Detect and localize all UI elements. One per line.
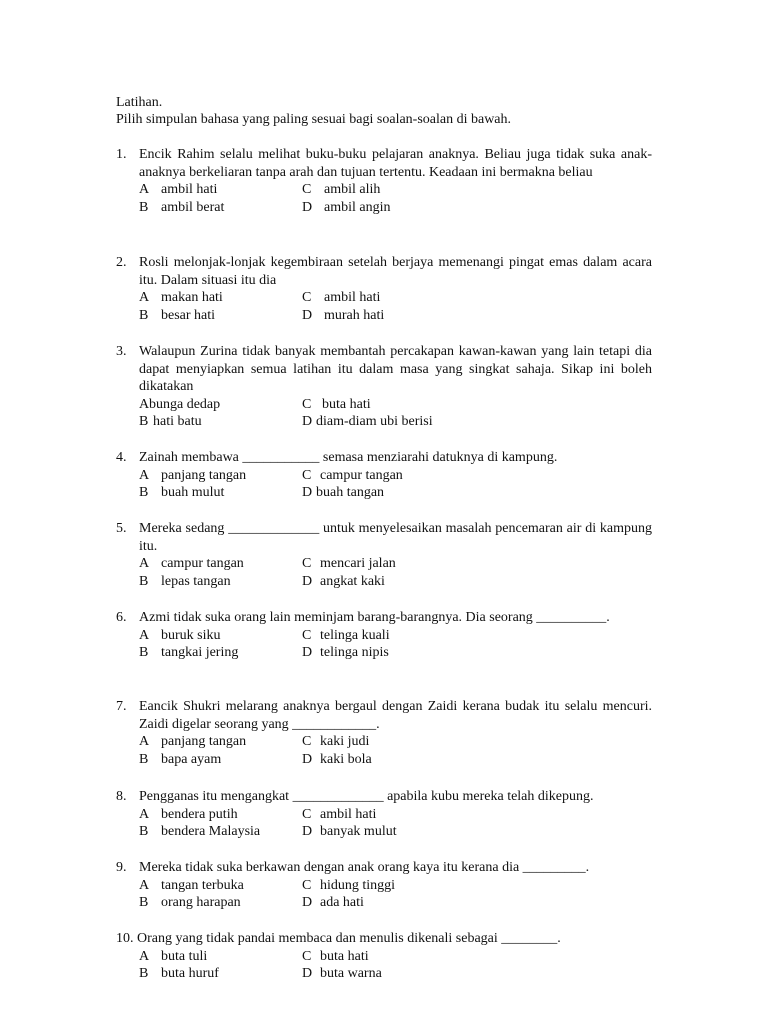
option-letter: D [302, 485, 313, 500]
option-letter: D [302, 824, 313, 839]
option-text: banyak mulut [320, 824, 397, 839]
option-text: buta hati [322, 396, 371, 412]
option-a [139, 877, 244, 895]
option-letter: A [139, 182, 150, 197]
option-letter: C [302, 627, 312, 643]
option-letter: A [139, 627, 150, 643]
option-b [139, 307, 215, 325]
option-text: buruk siku [161, 627, 221, 643]
option-text: panjang tangan [161, 467, 247, 483]
option-letter: D [302, 307, 313, 323]
question-text: Mereka tidak suka berkawan dengan anak orang kaya itu kerana dia _________. [139, 860, 590, 875]
question-number: 10. [116, 931, 134, 946]
option-text: lepas tangan [161, 573, 231, 589]
option-letter: D [302, 414, 313, 429]
option-letter: B [139, 966, 149, 981]
option-d [302, 573, 385, 591]
option-letter: C [302, 734, 312, 749]
question-text: Encik Rahim selalu melihat buku-buku pelajaran anaknya. Beliau juga tidak suka anak-anaknya berkeliaran tanpa arah dan tujuan tertentu. Keadaan ini bermakna beliau [139, 147, 652, 180]
option-text: makan hati [161, 290, 223, 305]
option-c [302, 733, 369, 751]
option-a [139, 555, 244, 573]
page-title: Latihan. [116, 95, 163, 110]
option-text: murah hati [324, 307, 385, 323]
option-a [139, 396, 220, 414]
option-c [302, 627, 390, 645]
question-3 [116, 343, 652, 431]
option-letter: B [139, 751, 149, 767]
option-d [302, 199, 391, 217]
option-letter: B [139, 485, 149, 500]
option-c [302, 877, 395, 895]
option-c [302, 948, 369, 966]
option-b [139, 484, 224, 502]
option-a [139, 948, 207, 966]
option-d [302, 823, 397, 841]
option-text: buta hati [320, 948, 369, 964]
option-letter: D [302, 573, 313, 589]
option-b [139, 965, 219, 983]
question-text [116, 930, 652, 948]
option-text: telinga kuali [320, 627, 390, 643]
question-number: 3. [116, 344, 127, 359]
question-text-body: Orang yang tidak pandai membaca dan menulis dikenali sebagai ________. [137, 931, 561, 946]
option-letter: A [139, 948, 150, 964]
question-text: Azmi tidak suka orang lain meminjam barang-barangnya. Dia seorang __________. [139, 610, 610, 625]
question-text: Pengganas itu mengangkat _____________ apabila kubu mereka telah dikepung. [139, 789, 594, 804]
option-text: bendera putih [161, 806, 238, 822]
question-5 [116, 520, 652, 590]
option-letter: C [302, 290, 312, 305]
question-6 [116, 609, 652, 662]
question-number: 2. [116, 255, 127, 270]
option-letter: A [139, 290, 150, 305]
option-b [139, 894, 241, 912]
option-text: buah mulut [161, 485, 225, 500]
option-a [139, 806, 238, 824]
option-text: buta huruf [161, 966, 219, 981]
option-text: ambil berat [161, 199, 225, 215]
question-text: Mereka sedang _____________ untuk menyelesaikan masalah pencemaran air di kampung itu. [139, 521, 652, 554]
option-text: ada hati [320, 895, 364, 910]
option-text: mencari jalan [320, 556, 396, 571]
option-text: panjang tangan [161, 734, 247, 749]
question-8 [116, 788, 652, 841]
question-text: Eancik Shukri melarang anaknya bergaul dengan Zaidi kerana budak itu selalu mencuri. Zaidi digelar seorang yang ____________. [139, 699, 652, 732]
option-letter: C [302, 467, 312, 483]
option-c [302, 396, 371, 414]
option-text: ambil hati [161, 182, 218, 197]
option-d [302, 965, 382, 983]
option-d [302, 484, 384, 502]
question-7 [116, 698, 652, 768]
option-letter: A [139, 806, 150, 822]
question-2 [116, 254, 652, 324]
question-text: Zainah membawa ___________ semasa menziarahi datuknya di kampung. [139, 450, 558, 465]
option-text: hidung tinggi [320, 877, 396, 893]
option-text: telinga nipis [320, 645, 389, 660]
option-text: campur tangan [320, 467, 403, 483]
option-letter: B [139, 573, 149, 589]
option-letter: B [139, 307, 149, 323]
question-text: Walaupun Zurina tidak banyak membantah percakapan kawan-kawan yang lain tetapi dia dapat menyiapkan semua latihan itu dalam masa yang singkat sahaja. Sikap ini boleh dikatakan [139, 344, 652, 394]
option-a [139, 627, 221, 645]
option-text: buah tangan [316, 485, 385, 500]
option-text: hati batu [153, 414, 202, 429]
option-b [139, 644, 238, 662]
option-text: bendera Malaysia [161, 824, 261, 839]
option-text: bapa ayam [161, 751, 222, 767]
option-letter: A [139, 396, 150, 412]
option-text: buta warna [320, 966, 382, 981]
option-c [302, 467, 403, 485]
option-letter: A [139, 467, 150, 483]
option-a [139, 289, 223, 307]
option-d [302, 894, 364, 912]
option-letter: B [139, 645, 149, 660]
option-c [302, 555, 396, 573]
instruction-text: Pilih simpulan bahasa yang paling sesuai bagi soalan-soalan di bawah. [116, 112, 512, 127]
option-letter: D [302, 966, 313, 981]
option-letter: D [302, 895, 313, 910]
option-b [139, 573, 231, 591]
option-letter: C [302, 806, 312, 822]
option-letter: C [302, 877, 312, 893]
option-b [139, 823, 260, 841]
option-letter: D [302, 645, 313, 660]
question-9 [116, 859, 652, 912]
question-number: 1. [116, 147, 127, 162]
option-letter: B [139, 414, 149, 429]
option-text: angkat kaki [320, 573, 385, 589]
option-letter: B [139, 199, 149, 215]
question-number: 6. [116, 610, 127, 625]
question-number: 8. [116, 789, 127, 804]
option-letter: A [139, 877, 150, 893]
option-letter: D [302, 751, 313, 767]
question-number: 4. [116, 450, 127, 465]
question-number: 9. [116, 860, 127, 875]
option-text: ambil hati [320, 806, 377, 822]
option-text: diam-diam ubi berisi [316, 414, 433, 429]
option-a [139, 467, 246, 485]
option-text: kaki bola [320, 751, 372, 767]
option-letter: C [302, 396, 312, 412]
option-c [302, 289, 380, 307]
option-letter: B [139, 824, 149, 839]
option-letter: C [302, 948, 312, 964]
option-letter: A [139, 734, 150, 749]
option-d [302, 644, 389, 662]
option-b [139, 199, 224, 217]
option-a [139, 181, 217, 199]
option-letter: D [302, 199, 313, 215]
option-letter: C [302, 556, 312, 571]
question-1 [116, 146, 652, 216]
option-letter: B [139, 895, 149, 910]
question-text: Rosli melonjak-lonjak kegembiraan setelah berjaya memenangi pingat emas dalam acara itu. Dalam situasi itu dia [139, 255, 652, 288]
option-d [302, 307, 384, 325]
option-text: orang harapan [161, 895, 241, 910]
option-b [139, 413, 202, 431]
option-text: bunga dedap [149, 396, 221, 412]
option-text: campur tangan [161, 556, 244, 571]
option-text: besar hati [161, 307, 216, 323]
option-text: ambil alih [324, 182, 381, 197]
option-text: kaki judi [320, 734, 370, 749]
option-text: tangan terbuka [161, 877, 244, 893]
option-d [302, 751, 372, 769]
option-c [302, 181, 380, 199]
option-c [302, 806, 376, 824]
option-text: ambil angin [324, 199, 391, 215]
option-text: tangkai jering [161, 645, 239, 660]
option-text: ambil hati [324, 290, 381, 305]
question-number: 5. [116, 521, 127, 536]
question-4 [116, 449, 652, 502]
option-a [139, 733, 246, 751]
option-d [302, 413, 433, 431]
question-10 [116, 930, 652, 983]
option-letter: C [302, 182, 312, 197]
option-text: buta tuli [161, 948, 208, 964]
option-letter: A [139, 556, 150, 571]
option-b [139, 751, 221, 769]
question-number: 7. [116, 699, 127, 714]
